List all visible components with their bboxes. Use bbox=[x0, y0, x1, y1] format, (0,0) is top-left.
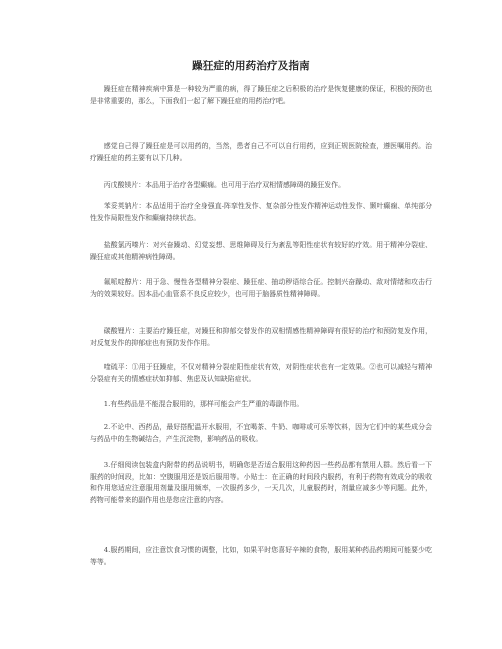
paragraph-drug-chlorpromazine: 盐酸氯丙嗪片：对兴奋躁动、幻觉妄想、思维障碍及行为紊乱等阳性症状有较好的疗效。用于精神分裂症、躁狂症或其他精神病性障碍。 bbox=[90, 241, 432, 261]
paragraph-note-2: 2.不论中、西药品，最好搭配温开水服用，不宜喝茶、牛奶、咖啡或可乐等饮料，因为它们中的某些成分会与药品中的生物碱结合，产生沉淀物，影响药品的吸收。 bbox=[90, 423, 432, 443]
paragraph-drug-valproate: 丙戊酸镁片：本品用于治疗各型癫痫。也可用于治疗双相情感障碍的躁狂发作。 bbox=[103, 181, 345, 189]
paragraph-drug-quetiapine: 喹硫平：①用于狂躁症，不仅对精神分裂症阳性症状有效，对阴性症状也有一定效果。②也可以减轻与精神分裂症有关的情感症状如抑郁、焦虑及认知缺陷症状。 bbox=[90, 363, 432, 383]
paragraph-note-1: 1.有些药品是不能混合服用的，那样可能会产生严重的毒副作用。 bbox=[103, 400, 304, 408]
paragraph-drug-lithium: 碳酸锂片：主要治疗躁狂症，对躁狂和抑郁交替发作的双相情感性精神障碍有很好的治疗和预防复发作用，对反复发作的抑郁症也有预防发作作用。 bbox=[90, 327, 432, 347]
paragraph-drug-haloperidol: 氟哌啶醇片：用于急、慢性各型精神分裂症、躁狂症、抽动秽语综合征。控制兴奋躁动、敌对情绪和攻击行为的效果较好。因本品心血管系不良反应较少，也可用于脑器质性精神障碍。 bbox=[90, 278, 432, 298]
paragraph-drug-phenytoin: 苯妥英钠片：本品适用于治疗全身强直-阵挛性发作、复杂部分性发作精神运动性发作、颞叶癫痫、单纯部分性发作局限性发作和癫痫持续状态。 bbox=[90, 202, 432, 222]
paragraph-medication-advice: 感觉自己得了躁狂症是可以用药的，当然，患者自己不可以自行用药，应到正规医院检查，遵医嘱用药。治疗躁狂症的药主要有以下几种。 bbox=[90, 142, 432, 162]
paragraph-intro: 躁狂症在精神疾病中算是一种较为严重的病，得了躁狂症之后积极的治疗是恢复健康的保证，积极的预防也是非常重要的，那么，下面我们一起了解下躁狂症的用药治疗吧。 bbox=[90, 85, 432, 105]
paragraph-note-4: 4.服药期间，应注意饮食习惯的调整，比如，如果平时您喜好辛辣的食物，服用某种药品药期间可能要少吃等等。 bbox=[90, 546, 432, 566]
paragraph-note-3: 3.仔细阅读包装盒内附带的药品说明书，明确您是否适合服用这种药因一些药品都有禁用人群。然后看一下服药的时间段，比如：空腹服用还是饭后服用等。小贴士：在正确的时间段内服药，有利于药物有效成分的吸收和作用您适应注意服用剂量及服用频率，一次服药多少，一天几次，儿童服药时，剂量应减多少等问题。此外，药物可能带来的副作用也是您应注意的内容。 bbox=[90, 461, 432, 504]
page-title: 躁狂症的用药治疗及指南 bbox=[192, 60, 310, 72]
